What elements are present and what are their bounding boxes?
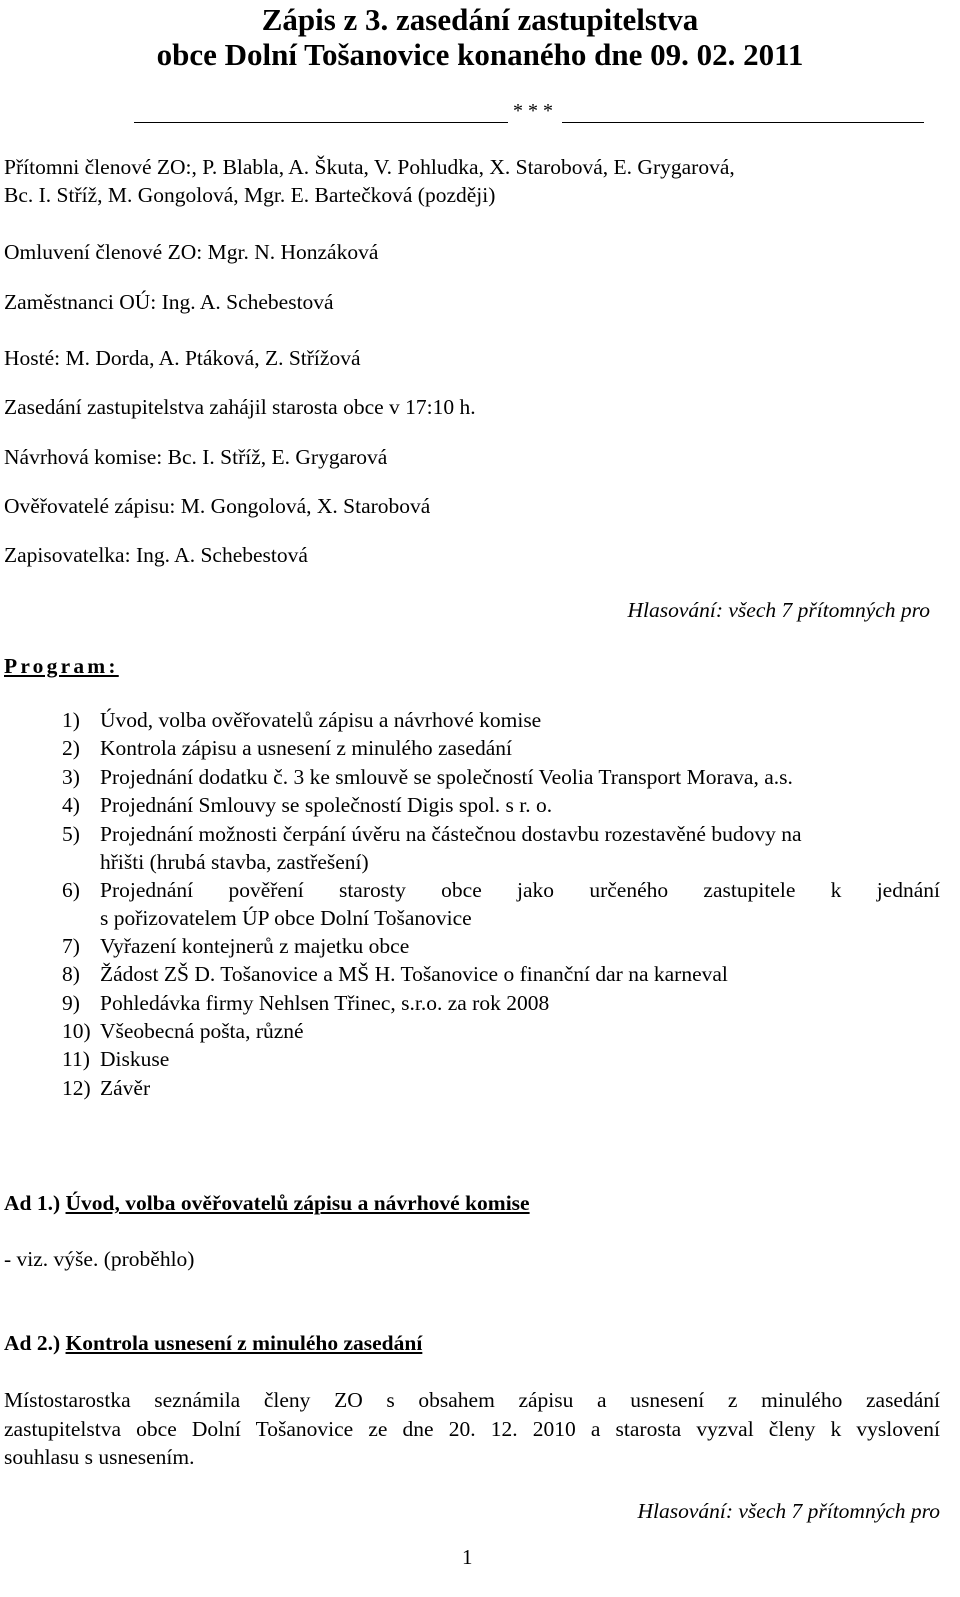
program-item-text: Všeobecná pošta, různé — [100, 1019, 304, 1043]
ad2-paragraph — [4, 1386, 940, 1472]
guests: Hosté: M. Dorda, A. Ptáková, Z. Střížová — [4, 346, 361, 370]
separator-asterisks: * * * — [513, 100, 553, 122]
excused-members: Omluvení členové ZO: Mgr. N. Honzáková — [4, 240, 379, 264]
program-item-text: s pořizovatelem ÚP obce Dolní Tošanovice — [100, 906, 472, 930]
program-item-number: 4) — [62, 793, 80, 817]
document-title-line-1: Zápis z 3. zasedání zastupitelstva — [261, 2, 699, 37]
separator-rule-left — [134, 122, 508, 123]
program-item-text: Pohledávka firmy Nehlsen Třinec, s.r.o. za rok 2008 — [100, 991, 550, 1015]
program-item-number: 6) — [62, 878, 80, 902]
program-item-text: Diskuse — [100, 1047, 170, 1071]
program-item-text: Vyřazení kontejnerů z majetku obce — [100, 934, 410, 958]
program-item-number: 1) — [62, 708, 80, 732]
vote-result-1: Hlasování: všech 7 přítomných pro — [627, 598, 930, 622]
ad1-heading — [4, 1191, 530, 1216]
staff: Zaměstnanci OÚ: Ing. A. Schebestová — [4, 290, 334, 314]
program-item-number: 8) — [62, 962, 80, 986]
program-item-text: Kontrola zápisu a usnesení z minulého zasedání — [100, 736, 512, 760]
meeting-opened: Zasedání zastupitelstva zahájil starosta obce v 17:10 h. — [4, 395, 476, 419]
program-item-number: 5) — [62, 822, 80, 846]
program-item-text: Závěr — [100, 1076, 151, 1100]
ad1-body: - viz. výše. (proběhlo) — [4, 1247, 195, 1271]
program-item-text: Žádost ZŠ D. Tošanovice a MŠ H. Tošanovice o finanční dar na karneval — [100, 962, 728, 986]
ad1-title: Úvod, volba ověřovatelů zápisu a návrhové komise — [65, 1191, 530, 1215]
program-item-text: Projednání Smlouvy se společností Digis spol. s r. o. — [100, 793, 553, 817]
program-item-text: Projednání pověření starosty obce jako určeného zastupitele k jednání — [100, 878, 940, 902]
page-number: 1 — [462, 1545, 473, 1569]
program-item-number: 3) — [62, 765, 80, 789]
draft-committee: Návrhová komise: Bc. I. Stříž, E. Grygarová — [4, 445, 388, 469]
present-members-line-1: Přítomni členové ZO:, P. Blabla, A. Škuta, V. Pohludka, X. Starobová, E. Grygarová, — [4, 155, 735, 179]
program-item-number: 10) — [62, 1019, 91, 1043]
separator-rule-right — [562, 122, 924, 123]
ad1-prefix: Ad 1.) — [4, 1191, 61, 1215]
program-item-text: Úvod, volba ověřovatelů zápisu a návrhové komise — [100, 708, 542, 732]
program-heading: Program: — [4, 654, 119, 678]
present-members-line-2: Bc. I. Stříž, M. Gongolová, Mgr. E. Bartečková (později) — [4, 183, 496, 207]
program-item-text: Projednání možnosti čerpání úvěru na částečnou dostavbu rozestavěné budovy na — [100, 822, 802, 846]
ad2-prefix: Ad 2.) — [4, 1331, 61, 1355]
ad2-title: Kontrola usnesení z minulého zasedání — [65, 1331, 423, 1355]
program-item-number: 11) — [62, 1047, 90, 1071]
program-item-number: 7) — [62, 934, 80, 958]
program-item-number: 9) — [62, 991, 80, 1015]
program-item-text: hřišti (hrubá stavba, zastřešení) — [100, 850, 369, 874]
ad2-heading — [4, 1331, 422, 1356]
ad2-paragraph-line: souhlasu s usnesením. — [4, 1445, 195, 1469]
minutes-verifiers: Ověřovatelé zápisu: M. Gongolová, X. Starobová — [4, 494, 431, 518]
document-title-line-2: obce Dolní Tošanovice konaného dne 09. 02. 2011 — [156, 37, 804, 72]
vote-result-2: Hlasování: všech 7 přítomných pro — [637, 1499, 940, 1523]
program-item-number: 2) — [62, 736, 80, 760]
program-item-number: 12) — [62, 1076, 91, 1100]
ad2-paragraph-line: Místostarostka seznámila členy ZO s obsahem zápisu a usnesení z minulého zasedání — [4, 1388, 940, 1412]
recorder: Zapisovatelka: Ing. A. Schebestová — [4, 543, 308, 567]
ad2-paragraph-line: zastupitelstva obce Dolní Tošanovice ze dne 20. 12. 2010 a starosta vyzval členy k vyslovení — [4, 1416, 940, 1441]
program-item-text: Projednání dodatku č. 3 ke smlouvě se společností Veolia Transport Morava, a.s. — [100, 765, 793, 789]
